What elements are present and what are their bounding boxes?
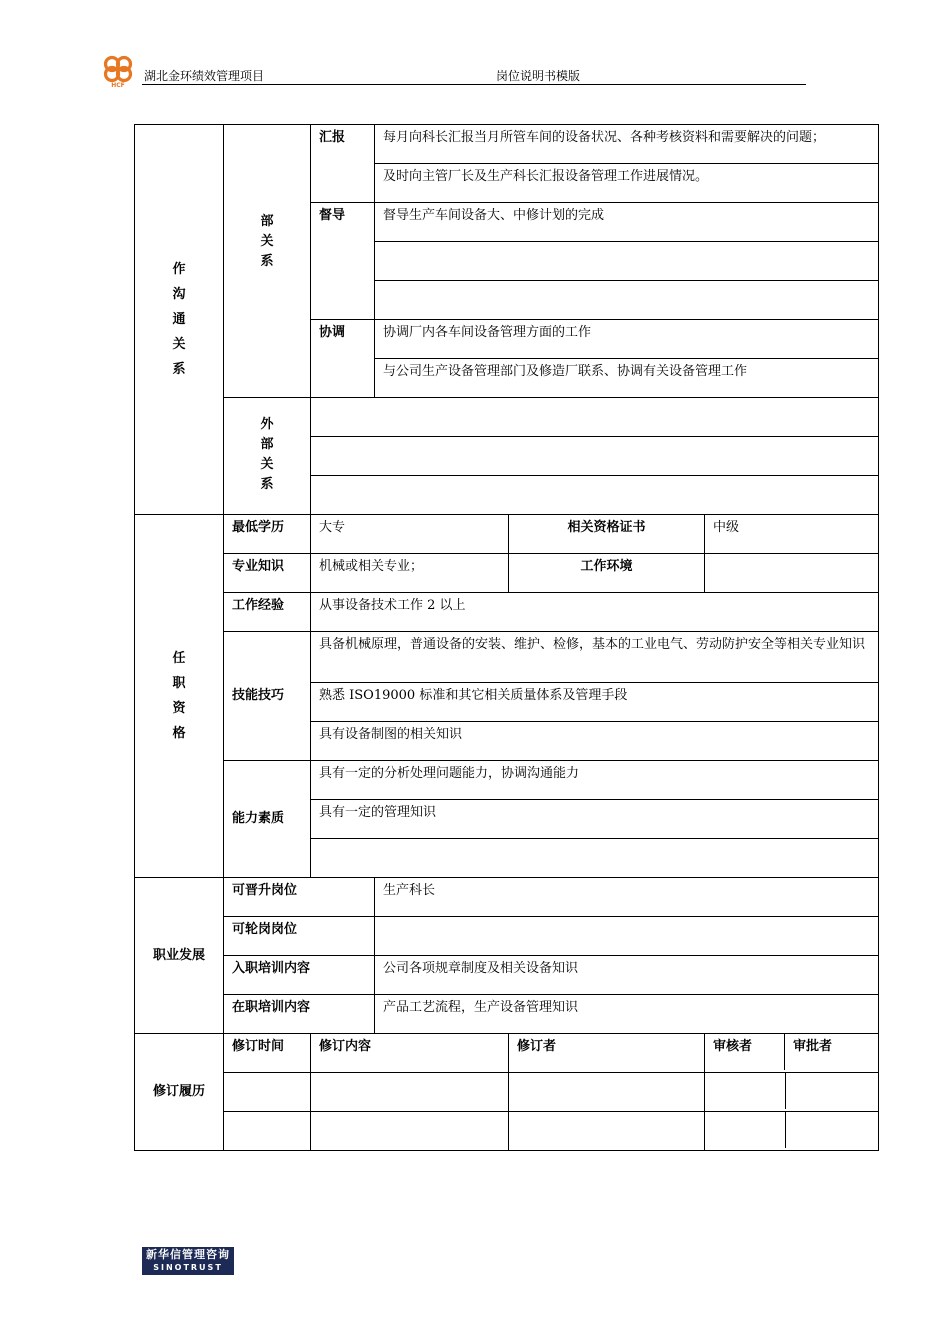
experience-label: 工作经验 (224, 593, 311, 632)
career-label-3: 入职培训内容 (224, 956, 375, 995)
career-row-3 (135, 956, 879, 995)
revision-split-cell (705, 1112, 879, 1151)
qualification-group-label (135, 515, 224, 878)
career-row-4 (135, 995, 879, 1034)
external-item-3 (311, 476, 879, 515)
external-row-1 (135, 398, 879, 437)
revision-group-label: 修订履历 (135, 1034, 224, 1151)
external-relations-label (224, 398, 311, 515)
job-description-table (134, 124, 879, 1151)
internal-relations-text: 部关系 (260, 214, 274, 269)
sinotrust-logo (142, 1247, 234, 1275)
ability-label: 能力素质 (224, 761, 311, 878)
revision-cell (311, 1112, 509, 1151)
coordinate-label: 协调 (311, 320, 375, 398)
career-value-4: 产品工艺流程，生产设备管理知识 (375, 995, 879, 1034)
career-label-1: 可晋升岗位 (224, 878, 375, 917)
coordinate-item-1: 协调厂内各车间设备管理方面的工作 (375, 320, 879, 359)
communication-group-text: 作沟通关系 (172, 262, 186, 377)
revision-cell (224, 1073, 311, 1112)
certificate-value: 中级 (705, 515, 879, 554)
report-item-1: 每月向科长汇报当月所管车间的设备状况、各种考核资料和需要解决的问题； (375, 125, 879, 164)
document-title: 岗位说明书模版 (496, 69, 581, 83)
education-value: 大专 (311, 515, 509, 554)
footer-logo-cn: 新华信管理咨询 (146, 1248, 230, 1261)
revision-row-1 (135, 1073, 879, 1112)
revision-content-header: 修订内容 (311, 1034, 509, 1073)
revision-cell (311, 1073, 509, 1112)
career-label-2: 可轮岗岗位 (224, 917, 375, 956)
internal-relations-label (224, 125, 311, 398)
skills-row-1 (135, 632, 879, 683)
reviser-header: 修订者 (509, 1034, 705, 1073)
supervise-item-3 (375, 281, 879, 320)
reviewer-approver-header (705, 1034, 879, 1073)
ability-item-3 (311, 839, 879, 878)
logo-text: HCF (111, 82, 125, 88)
certificate-label: 相关资格证书 (509, 515, 705, 554)
page-header (100, 52, 806, 88)
skills-item-1: 具备机械原理，普通设备的安装、维护、检修，基本的工业电气、劳动防护安全等相关专业知识 (311, 632, 879, 683)
supervise-item-1: 督导生产车间设备大、中修计划的完成 (375, 203, 879, 242)
ability-item-2: 具有一定的管理知识 (311, 800, 879, 839)
external-relations-text: 外部关系 (260, 417, 274, 492)
career-value-1: 生产科长 (375, 878, 879, 917)
career-value-3: 公司各项规章制度及相关设备知识 (375, 956, 879, 995)
report-label: 汇报 (311, 125, 375, 203)
qualification-group-text: 任职资格 (172, 651, 186, 741)
experience-row (135, 593, 879, 632)
environment-label: 工作环境 (509, 554, 705, 593)
coordinate-item-2: 与公司生产设备管理部门及修造厂联系、协调有关设备管理工作 (375, 359, 879, 398)
communication-group-label (135, 125, 224, 515)
reviewer-header: 审核者 (705, 1034, 785, 1070)
supervise-label: 督导 (311, 203, 375, 320)
company-logo-icon (100, 54, 138, 88)
knowledge-value: 机械或相关专业； (311, 554, 509, 593)
external-item-2 (311, 437, 879, 476)
footer-logo-en: SINOTRUST (153, 1263, 223, 1272)
revision-cell (509, 1112, 705, 1151)
revision-time-header: 修订时间 (224, 1034, 311, 1073)
header-rule (142, 84, 806, 85)
career-label-4: 在职培训内容 (224, 995, 375, 1034)
knowledge-row (135, 554, 879, 593)
supervise-item-2 (375, 242, 879, 281)
education-label: 最低学历 (224, 515, 311, 554)
knowledge-label: 专业知识 (224, 554, 311, 593)
experience-value: 从事设备技术工作 2 以上 (311, 593, 879, 632)
approver-header: 审批者 (793, 1039, 833, 1054)
skills-item-3: 具有设备制图的相关知识 (311, 722, 879, 761)
external-item-1 (311, 398, 879, 437)
revision-row-2 (135, 1112, 879, 1151)
career-value-2 (375, 917, 879, 956)
revision-cell (224, 1112, 311, 1151)
project-title: 湖北金环绩效管理项目 (144, 69, 265, 83)
revision-cell (509, 1073, 705, 1112)
career-row-1 (135, 878, 879, 917)
education-row (135, 515, 879, 554)
ability-row-1 (135, 761, 879, 800)
career-group-label: 职业发展 (135, 878, 224, 1034)
ability-item-1: 具有一定的分析处理问题能力，协调沟通能力 (311, 761, 879, 800)
revision-split-cell (705, 1073, 879, 1112)
report-row-1 (135, 125, 879, 164)
environment-value (705, 554, 879, 593)
revision-header-row (135, 1034, 879, 1073)
report-item-2: 及时向主管厂长及生产科长汇报设备管理工作进展情况。 (375, 164, 879, 203)
skills-item-2: 熟悉 ISO19000 标准和其它相关质量体系及管理手段 (311, 683, 879, 722)
career-row-2 (135, 917, 879, 956)
skills-label: 技能技巧 (224, 632, 311, 761)
